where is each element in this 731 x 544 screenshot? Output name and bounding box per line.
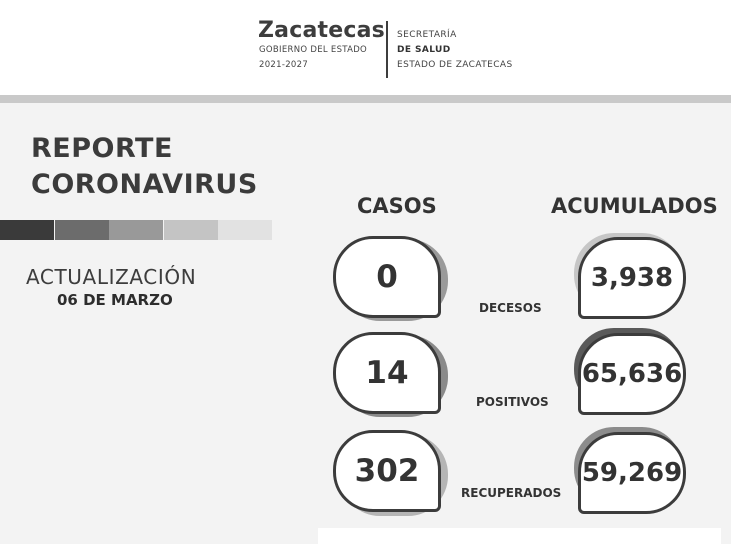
cases-bubble-positives	[333, 332, 441, 414]
accumulated-bubble-deaths	[578, 237, 686, 319]
cases-value-deaths: 0	[376, 259, 398, 295]
row-label-deaths: DECESOS	[479, 301, 542, 315]
row-label-positives: POSITIVOS	[476, 395, 549, 409]
color-swatch-1	[0, 220, 54, 240]
report-title-line-1: REPORTE	[31, 133, 173, 164]
cases-value-recovered: 302	[354, 453, 420, 489]
secretaria-line-1: SECRETARÍA	[397, 30, 457, 40]
color-swatch-3	[109, 220, 163, 240]
color-swatch-2	[55, 220, 109, 240]
secretaria-line-2: DE SALUD	[397, 45, 451, 55]
logo-period: 2021-2027	[259, 60, 309, 70]
cases-value-positives: 14	[365, 355, 409, 391]
cases-bubble-deaths	[333, 236, 441, 318]
accumulated-value-positives: 65,636	[581, 359, 683, 389]
secretaria-line-3: ESTADO DE ZACATECAS	[397, 60, 513, 70]
logo-subtitle: GOBIERNO DEL ESTADO	[259, 45, 368, 55]
update-date: 06 DE MARZO	[57, 291, 173, 309]
cases-column-header: CASOS	[357, 194, 437, 218]
accumulated-bubble-recovered	[578, 432, 686, 514]
row-label-recovered: RECUPERADOS	[461, 486, 562, 500]
accumulated-value-recovered: 59,269	[581, 458, 683, 488]
accumulated-bubble-positives	[578, 333, 686, 415]
report-title-line-2: CORONAVIRUS	[31, 169, 258, 200]
logo-title: Zacatecas	[258, 18, 385, 43]
color-swatch-5	[218, 220, 272, 240]
logo-divider	[386, 21, 388, 78]
bottom-strip	[318, 528, 721, 544]
update-label: ACTUALIZACIÓN	[26, 265, 197, 289]
accumulated-value-deaths: 3,938	[590, 263, 674, 293]
accumulated-column-header: ACUMULADOS	[551, 194, 718, 218]
color-swatch-4	[164, 220, 218, 240]
cases-bubble-recovered	[333, 430, 441, 512]
header-divider-bar	[0, 95, 731, 103]
